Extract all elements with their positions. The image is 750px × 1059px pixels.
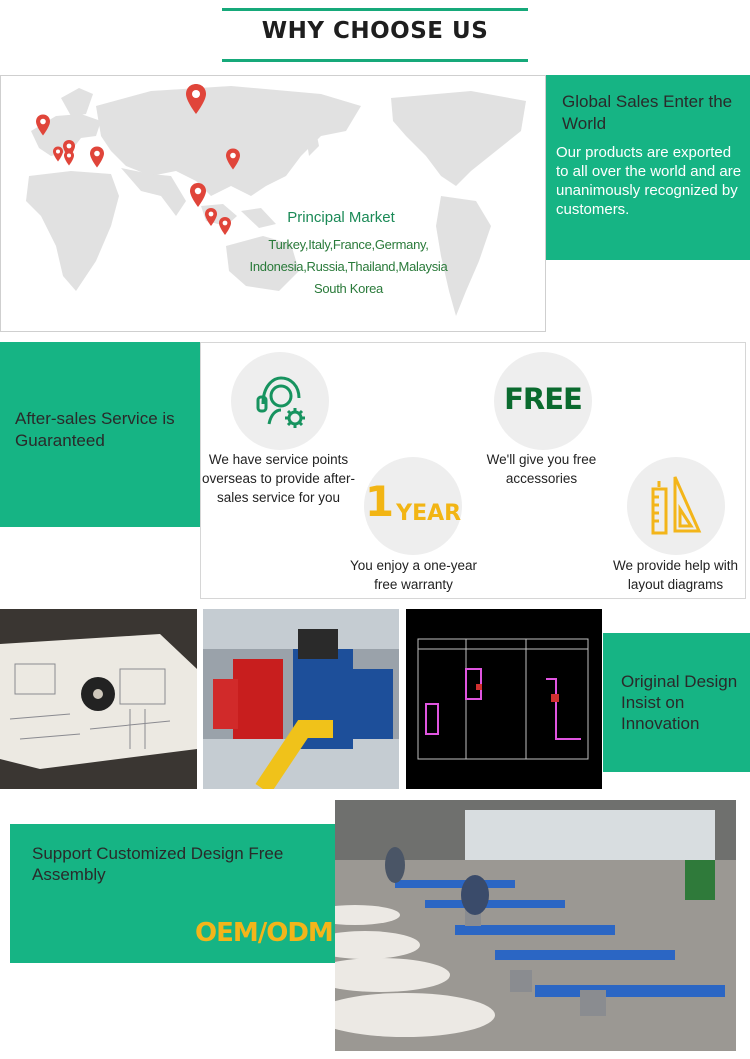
map-pin-icon — [205, 208, 217, 226]
map-pin-icon — [190, 183, 206, 207]
principal-market-title: Principal Market — [287, 209, 395, 226]
workshop-assembly-photo — [335, 800, 736, 1051]
map-pin-icon — [64, 150, 74, 166]
layout-diagram-photo — [406, 609, 602, 789]
global-sales-description: Our products are exported to all over the world and are unanimously recognized by customers. — [556, 144, 742, 218]
free-badge-text: FREE — [504, 382, 582, 416]
oem-odm-badge: OEM/ODM — [195, 918, 333, 948]
market-countries-line: Turkey,Italy,France,Germany, — [268, 237, 429, 252]
after-sales-title: After-sales Service is Guaranteed — [15, 409, 175, 450]
headset-gear-icon — [231, 352, 329, 450]
one-year-badge-icon — [364, 457, 462, 555]
service-description: We'll give you free accessories — [486, 452, 597, 486]
blueprint-photo — [0, 609, 197, 789]
heading-bottom-rule — [222, 59, 528, 62]
hydraulic-valves-photo — [203, 609, 399, 789]
year-badge-number: 1 — [364, 477, 395, 526]
after-sales-card — [0, 342, 200, 527]
original-design-card — [603, 633, 750, 772]
customized-design-card — [10, 824, 335, 963]
map-pin-icon — [186, 84, 206, 114]
heading-top-rule — [222, 8, 528, 11]
services-panel — [200, 342, 746, 599]
page-title: WHY CHOOSE US — [261, 18, 489, 44]
market-countries-line: South Korea — [314, 281, 383, 296]
map-pin-icon — [53, 146, 63, 162]
map-pin-icon — [36, 114, 50, 136]
market-countries-line: Indonesia,Russia,Thailand,Malaysia — [249, 259, 448, 274]
service-description: You enjoy a one-year free warranty — [349, 558, 478, 592]
map-pin-icon — [219, 217, 231, 235]
ruler-triangle-icon — [627, 457, 725, 555]
section-heading — [222, 8, 528, 62]
service-description: We have service points overseas to provide after-sales service for you — [201, 452, 356, 505]
global-sales-title: Global Sales Enter the World — [562, 92, 733, 133]
service-description: We provide help with layout diagrams — [612, 558, 739, 592]
free-badge-icon — [494, 352, 592, 450]
global-sales-card — [546, 75, 750, 260]
map-pin-icon — [90, 146, 104, 168]
original-design-title: Original Design Insist on Innovation — [621, 672, 738, 733]
customized-design-title: Support Customized Design Free Assembly — [32, 844, 284, 884]
year-badge-word: YEAR — [396, 501, 462, 526]
world-map-panel — [0, 75, 546, 332]
map-pin-icon — [226, 148, 240, 170]
